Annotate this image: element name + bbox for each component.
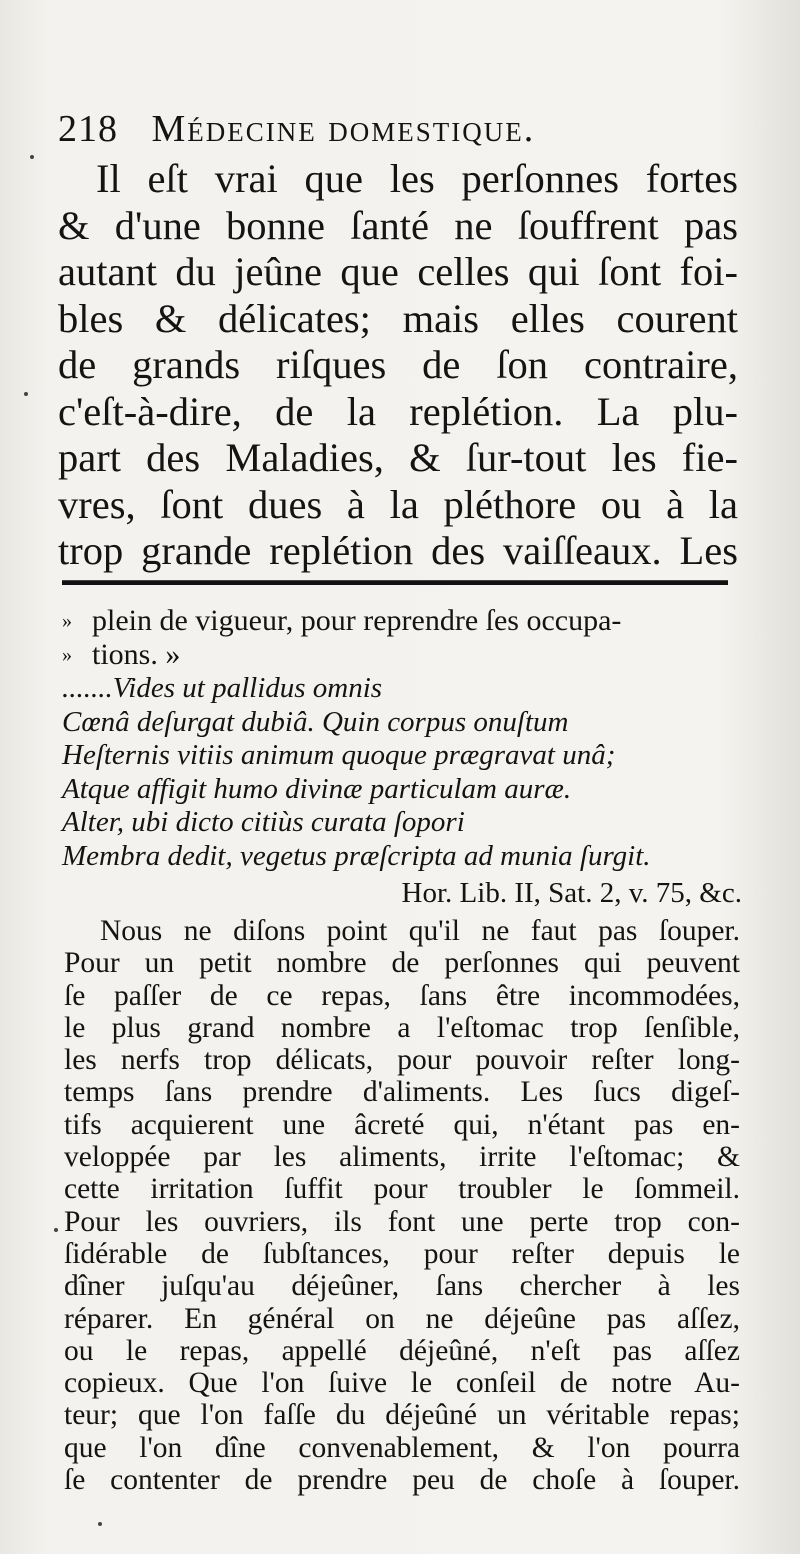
footnote-rule	[62, 580, 728, 585]
commentary-line: ou le repas, appellé déjeûné, n'eſt pas aſſez	[64, 1334, 740, 1367]
commentary-line: teur; que l'on faſſe du déjeûné un véritable repas;	[64, 1399, 740, 1432]
commentary-line: Pour un petit nombre de perſonnes qui peuvent	[64, 947, 740, 980]
main-text-line: vres, ſont dues à la pléthore ou à la	[58, 481, 738, 527]
commentary-line: temps ſans prendre d'aliments. Les ſucs digeſ-	[64, 1076, 740, 1109]
page-number: 218	[58, 108, 118, 150]
commentary-line: dîner juſqu'au déjeûner, ſans chercher à les	[64, 1270, 740, 1303]
print-speck	[24, 392, 28, 396]
commentary-line: Nous ne diſons point qu'il ne faut pas ſouper.	[100, 915, 740, 947]
commentary-line: copieux. Que l'on ſuive le conſeil de notre Au-	[64, 1367, 740, 1400]
main-text-line: autant du jeûne que celles qui ſont foi-	[58, 249, 738, 294]
commentary-line: Pour les ouvriers, ils font une perte trop con-	[64, 1205, 740, 1238]
print-speck	[30, 155, 34, 159]
verse-line: Heſternis vitiis animum quoque prægravat unâ;	[62, 739, 616, 771]
main-text	[58, 156, 738, 575]
main-text-line: c'eſt-à-dire, de la replétion. La plu-	[58, 388, 738, 434]
main-text-line: trop grande replétion des vaiſſeaux. Les	[58, 528, 738, 573]
running-header	[58, 104, 748, 154]
running-title: Médecine domestique.	[151, 108, 536, 150]
footnote-quote-line: » tions. »	[62, 637, 181, 671]
footnote-quote-line: » plein de vigueur, pour reprendre ſes occupa-	[62, 604, 622, 637]
commentary-line: le plus grand nombre a l'eſtomac trop ſenſible,	[64, 1011, 740, 1044]
print-speck	[54, 1228, 58, 1232]
verse-line: Atque affigit humo divinæ particulam auræ.	[62, 772, 572, 805]
verse-line: Membra dedit, vegetus præſcripta ad munia ſurgit.	[62, 839, 651, 872]
quote-mark: »	[62, 610, 72, 632]
verse-line: Alter, ubi dicto citiùs curata ſopori	[62, 806, 465, 838]
latin-verse	[62, 672, 742, 873]
quote-mark: »	[62, 643, 72, 666]
commentary-line: ſe contenter de prendre peu de choſe à ſouper.	[64, 1464, 740, 1497]
commentary-line: veloppée par les aliments, irrite l'eſtomac; &	[64, 1141, 740, 1174]
commentary-line: tifs acquierent une âcreté qui, n'étant pas en-	[64, 1108, 740, 1141]
commentary-line: les nerfs trop délicats, pour pouvoir reſter long-	[64, 1044, 740, 1077]
commentary-line: ſidérable de ſubſtances, pour reſter depuis le	[64, 1237, 740, 1270]
print-speck	[98, 1522, 102, 1526]
main-text-line: part des Maladies, & ſur-tout les fie-	[58, 435, 738, 480]
footnote-quote	[62, 604, 738, 671]
commentary-line: ſe paſſer de ce repas, ſans être incommodées,	[64, 979, 740, 1012]
verse-line: Cœnâ deſurgat dubiâ. Quin corpus onuſtum	[62, 705, 569, 738]
footnote-commentary	[64, 915, 740, 1496]
commentary-line: que l'on dîne convenablement, & l'on pourra	[64, 1431, 740, 1464]
main-text-line: bles & délicates; mais elles courent	[58, 295, 738, 341]
main-text-line: & d'une bonne ſanté ne ſouffrent pas	[58, 202, 738, 248]
verse-citation: Hor. Lib. II, Sat. 2, v. 75, &c.	[401, 877, 742, 909]
verse-line: .......Vides ut pallidus omnis	[62, 672, 383, 704]
commentary-line: réparer. En général on ne déjeûne pas aſſez,	[64, 1302, 740, 1335]
main-text-line: Il eſt vrai que les perſonnes fortes	[96, 156, 738, 201]
main-text-line: de grands riſques de ſon contraire,	[58, 342, 738, 387]
commentary-line: cette irritation ſuffit pour troubler le ſommeil.	[64, 1173, 740, 1206]
